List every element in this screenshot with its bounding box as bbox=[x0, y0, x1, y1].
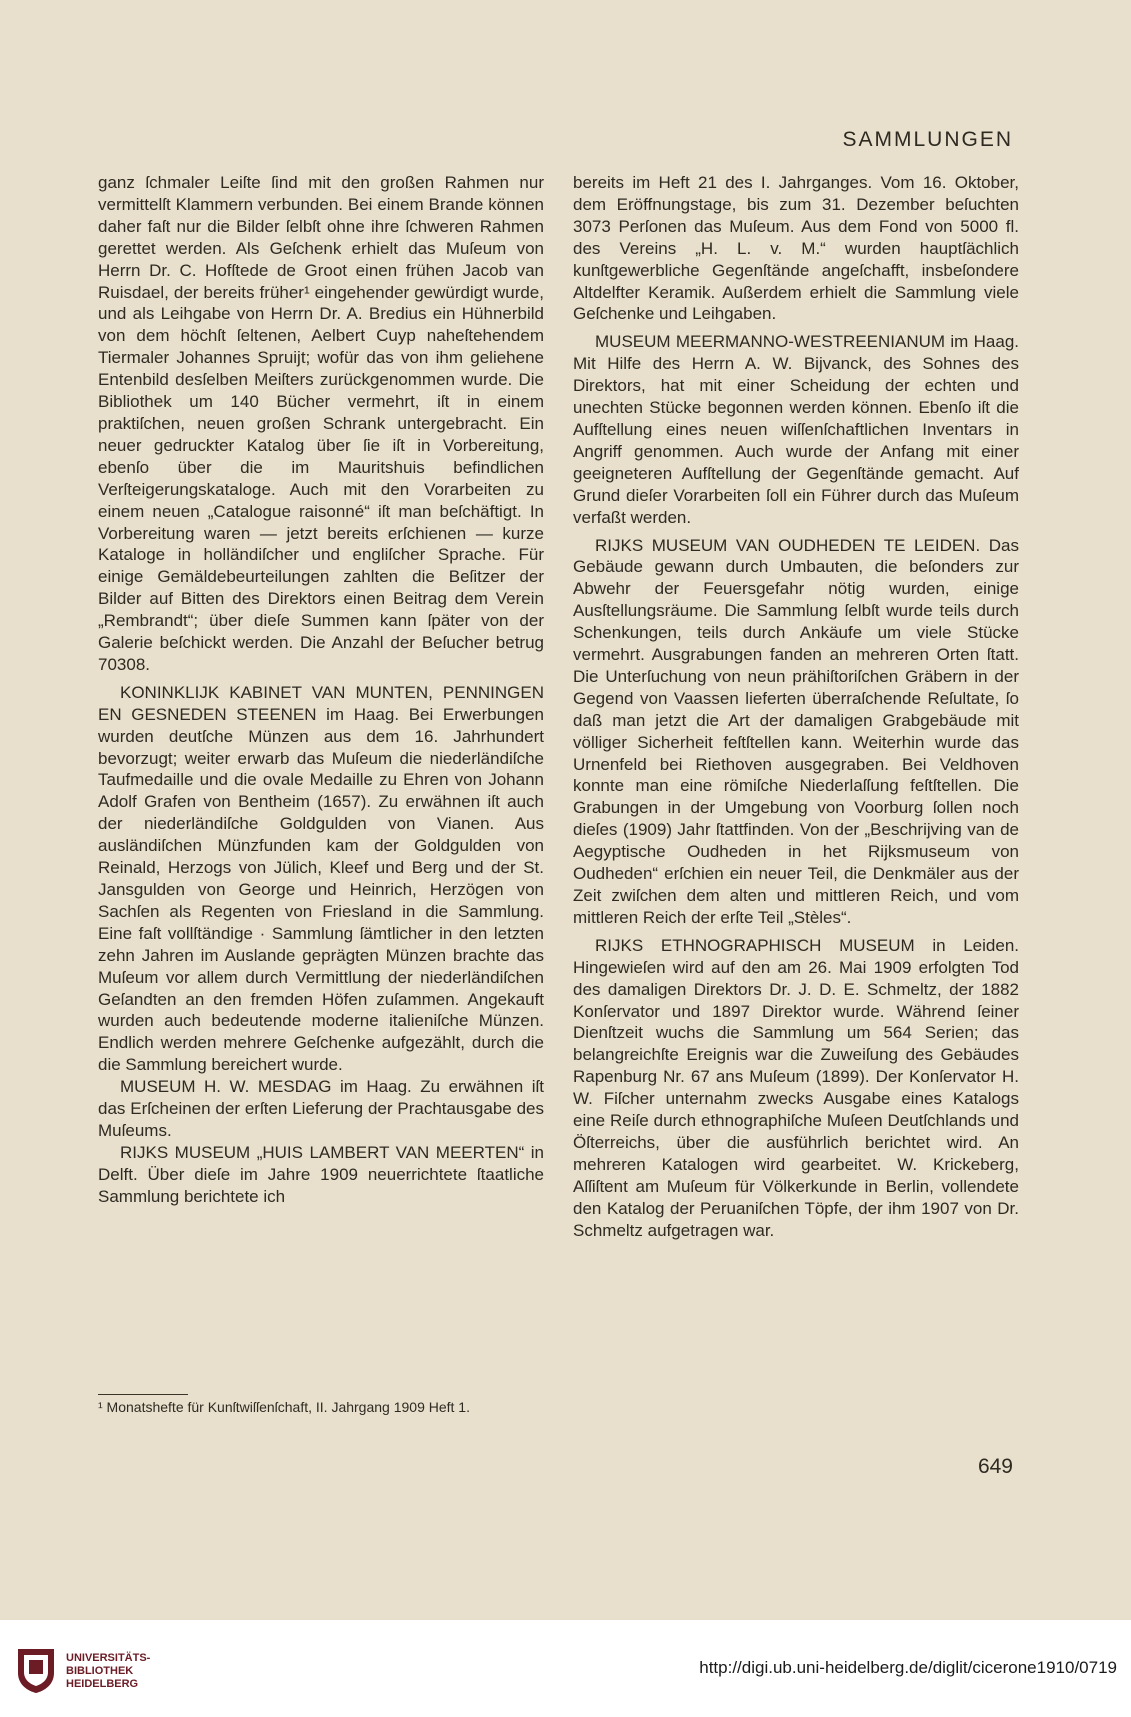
running-header: SAMMLUNGEN bbox=[842, 128, 1013, 151]
library-seal-icon bbox=[14, 1645, 58, 1695]
right-column bbox=[573, 172, 1019, 1242]
source-url[interactable]: http://digi.ub.uni-heidelberg.de/diglit/cicerone1910/0719 bbox=[699, 1658, 1117, 1677]
paragraph: RIJKS ETHNOGRAPHISCH MUSEUM in Leiden. Hingewieſen wird auf den am 26. Mai 1909 erfolgten Tod des damaligen Direktors Dr. J. D. E. Schmeltz, der 1882 Konſervator und 1897 Direktor wurde. Während ſeiner Dienſtzeit wuchs die Sammlung um 564 Serien; das belangreichſte Ereignis war die Zuweiſung des Gebäudes Rapenburg Nr. 67 ans Muſeum (1899). Der Konſervator H. W. Fiſcher unternahm zwecks Ausgabe eines Katalogs eine Reiſe durch ethnographiſche Muſeen Deutſchlands und Öſterreichs, über die ausführlich berichtet wird. An mehreren Katalogen wird gearbeitet. W. Krickeberg, Aſſiſtent am Muſeum für Völkerkunde in Berlin, vollendete den Katalog der Peruaniſchen Töpfe, der ihm 1907 von Dr. Schmeltz aufgetragen war. bbox=[573, 935, 1019, 1240]
footnote: ¹ Monatshefte für Kunſtwiſſenſchaft, II. Jahrgang 1909 Heft 1. bbox=[98, 1399, 470, 1415]
paragraph: ganz ſchmaler Leiſte ſind mit den großen Rahmen nur vermittelſt Klammern verbunden. Bei einem Brande können daher faſt nur die Bilder ſelbſt ohne ihre ſchweren Rahmen gerettet werden. Als Geſchenk erhielt das Muſeum von Herrn Dr. C. Hofſtede de Groot einen frühen Jacob van Ruisdael, der bereits früher¹ eingehender gewürdigt wurde, und als Leihgabe von Herrn Dr. A. Bredius ein Hühnerbild von dem höchſt ſeltenen, Aelbert Cuyp naheſtehendem Tiermaler Johannes Spruijt; wofür das von ihm geliehene Entenbild desſelben Meiſters zurückgenommen wurde. Die Bibliothek um 140 Bücher vermehrt, iſt in einem praktiſchen, neuen großen Schrank untergebracht. Ein neuer gedruckter Katalog über ſie iſt in Vorbereitung, ebenſo über die im Mauritshuis befindlichen Verſteigerungskataloge. Auch mit den Vorarbeiten zu einem neuen „Catalogue raisonné“ iſt man beſchäftigt. In Vorbereitung waren — jetzt bereits erſchienen — kurze Kataloge in holländiſcher und engliſcher Sprache. Für einige Gemäldebeurteilungen zahlten die Beſitzer der Bilder auf Bitten des Direktors einen Beitrag dem Verein „Rembrandt“; über dieſe Summen kann ſpäter von der Galerie beſchickt werden. Die Anzahl der Beſucher betrug 70308. bbox=[98, 173, 544, 674]
paragraph: MUSEUM MEERMANNO-WESTREENIANUM im Haag. Mit Hilfe des Herrn A. W. Bijvanck, des Sohnes des Direktors, hat mit einer Scheidung der echten und unechten Stücke begonnen werden können. Ebenſo iſt die Aufſtellung eines neuen wiſſenſchaftlichen Inventars in Angriff genommen. Auch wurde der Anfang mit einer geeigneteren Aufſtellung der Gegenſtände gemacht. Auf Grund dieſer Vorarbeiten ſoll ein Führer durch das Muſeum verfaßt werden. bbox=[573, 332, 1019, 527]
left-column bbox=[98, 172, 544, 1208]
library-name: UNIVERSITÄTS- BIBLIOTHEK HEIDELBERG bbox=[66, 1652, 151, 1690]
footnote-rule bbox=[98, 1394, 188, 1395]
page-number: 649 bbox=[977, 1455, 1013, 1478]
paragraph: RIJKS MUSEUM VAN OUDHEDEN TE LEIDEN. Das Gebäude gewann durch Umbauten, die beſonders zur Abwehr der Feuersgefahr nötig wurden, einige Ausſtellungsräume. Die Sammlung ſelbſt wurde teils durch Schenkungen, teils durch Ankäufe um viele Stücke vermehrt. Ausgrabungen fanden an mehreren Orten ſtatt. Die Unterſuchung von neun prähiſtoriſchen Gräbern in der Gegend von Vaassen lieferten überraſchende Reſultate, ſo daß man jetzt die Art der damaligen Grabgebäude mit völliger Sicherheit feſtſtellen kann. Weiterhin wurde das Urnenfeld bei Riethoven ausgegraben. Bei Veldhoven konnte man eine römiſche Niederlaſſung feſtſtellen. Die Grabungen in der Umgebung von Voorburg ſollen noch dieſes (1909) Jahr ſtattfinden. Von der „Beschrijving van de Aegyptische Oudheden in het Rijksmuseum von Oudheden“ erſchien ein neuer Teil, die Denkmäler aus der Zeit zwiſchen dem alten und mittleren Reich, und vom mittleren Reich der erſte Teil „Stèles“. bbox=[573, 535, 1019, 927]
paragraph: RIJKS MUSEUM „HUIS LAMBERT VAN MEERTEN“ in Delft. Über dieſe im Jahre 1909 neuerrichtete ſtaatliche Sammlung berichtete ich bbox=[98, 1142, 544, 1206]
paragraph: bereits im Heft 21 des I. Jahrganges. Vom 16. Oktober, dem Eröffnungstage, bis zum 31. Dezember beſuchten 3073 Perſonen das Muſeum. Aus dem Fond von 5000 fl. des Vereins „H. L. v. M.“ wurden hauptſächlich kunſtgewerbliche Gegenſtände angeſchafft, insbeſondere Altdelfter Keramik. Außerdem erhielt die Sammlung viele Geſchenke und Leihgaben. bbox=[573, 173, 1019, 324]
paragraph: KONINKLIJK KABINET VAN MUNTEN, PENNINGEN EN GESNEDEN STEENEN im Haag. Bei Erwerbungen wurden deutſche Münzen aus dem 16. Jahrhundert bevorzugt; weiter erwarb das Muſeum die niederländiſche Taufmedaille und die ovale Medaille zu Ehren von Johann Adolf Grafen von Bentheim (1657). Zu erwähnen iſt auch der niederländiſche Goldgulden von Vianen. Aus ausländiſchen Münzfunden kam der Goldgulden von Reinald, Herzogs von Jülich, Kleef und Berg und der St. Jansgulden von George und Heinrich, Herzögen von Sachſen als Regenten von Friesland in die Sammlung. Eine faſt vollſtändige · Sammlung ſämtlicher in den letzten zehn Jahren im Auslande geprägten Münzen brachte das Muſeum vor allem durch Vermittlung der niederländiſchen Geſandten an den fremden Höfen zuſammen. Angekauft wurden auch bedeutende moderne italieniſche Münzen. Endlich werden mehrere Geſchenke aufgezählt, durch die die Sammlung bereichert wurde. bbox=[98, 682, 544, 1075]
paragraph: MUSEUM H. W. MESDAG im Haag. Zu erwähnen iſt das Erſcheinen der erſten Lieferung der Prachtausgabe des Muſeums. bbox=[98, 1077, 544, 1140]
